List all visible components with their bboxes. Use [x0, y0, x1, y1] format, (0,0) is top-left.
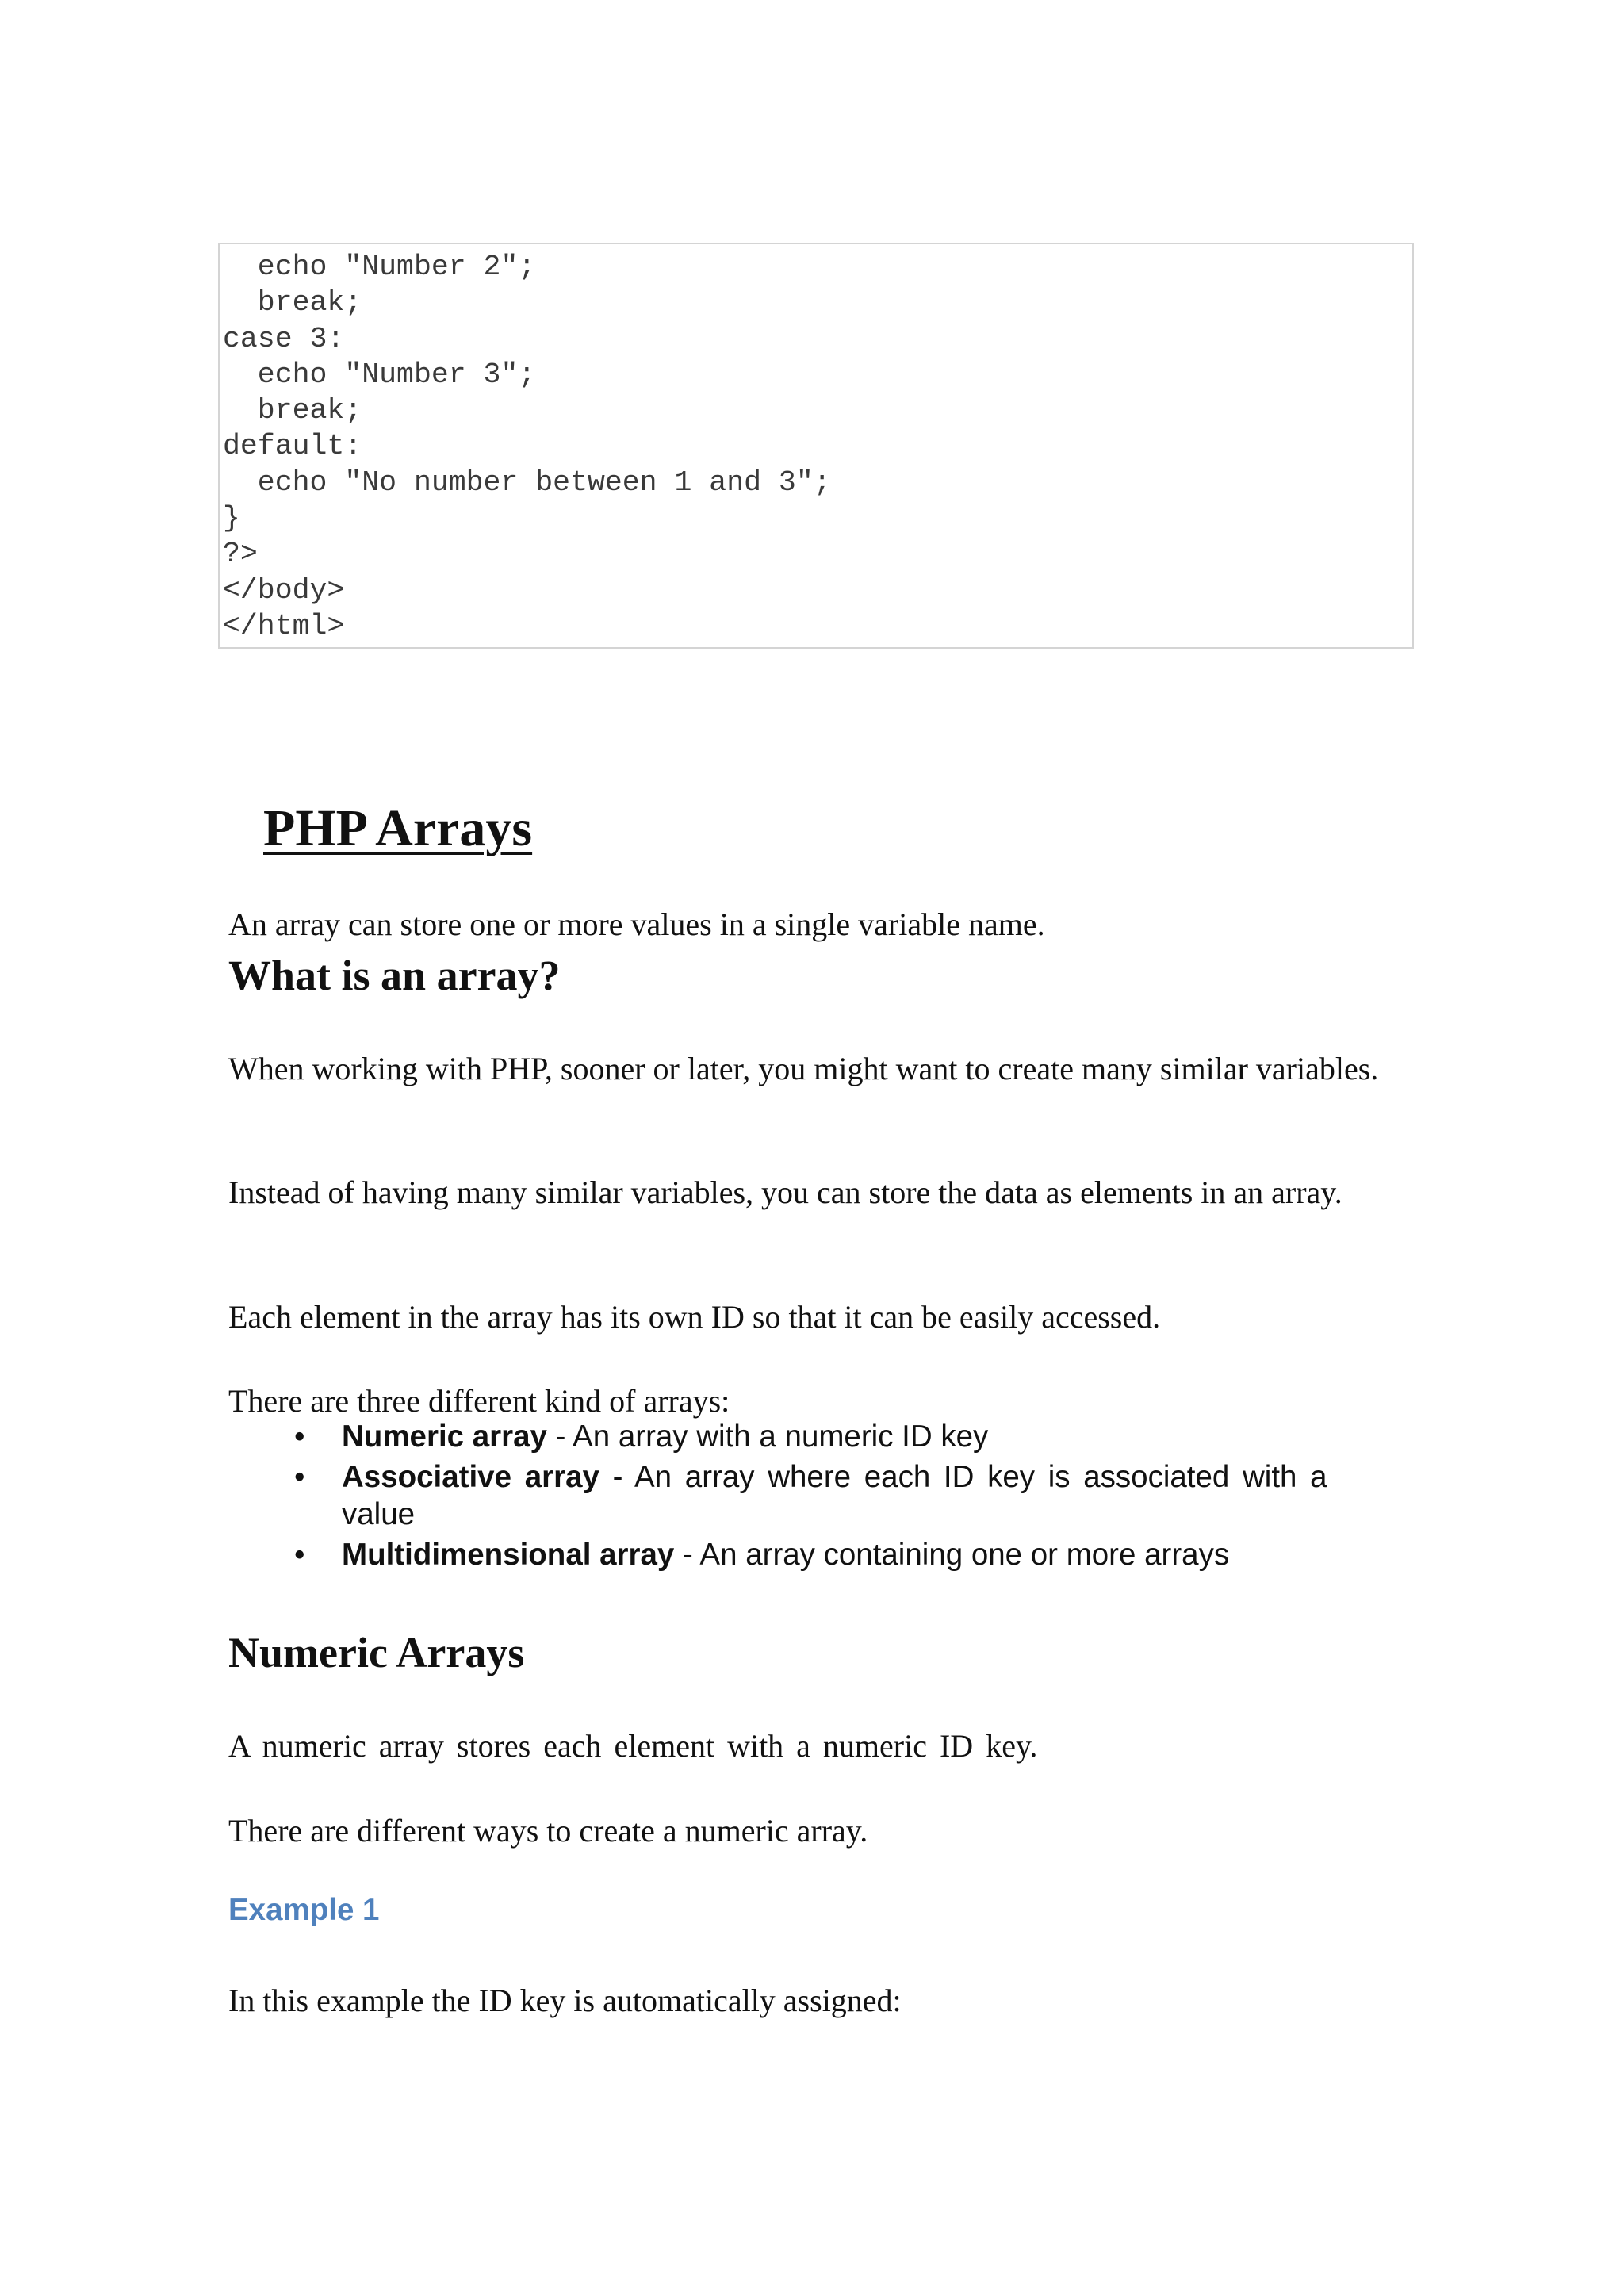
page-title: PHP Arrays: [263, 799, 533, 857]
list-item-desc: - An array with a numeric ID key: [546, 1420, 989, 1454]
code-line: default:: [223, 430, 362, 463]
list-item: [228, 1536, 1339, 1574]
code-line: </body>: [223, 573, 345, 607]
code-line: break;: [223, 286, 362, 320]
code-line: echo "No number between 1 and 3";: [223, 466, 831, 499]
example-1-intro: In this example the ID key is automatically assigned:: [228, 1983, 902, 2018]
list-item-term: Associative array: [342, 1459, 599, 1494]
code-line: echo "Number 3";: [223, 358, 536, 391]
example-1-label: Example 1: [228, 1893, 380, 1927]
numeric-arrays-heading: Numeric Arrays: [228, 1629, 525, 1676]
numeric-paragraph-1: A numeric array stores each element with a numeric ID key.: [228, 1728, 1038, 1764]
list-item-term: Multidimensional array: [342, 1537, 675, 1572]
list-item: [228, 1418, 1339, 1456]
code-line: case 3:: [223, 322, 345, 355]
what-paragraph-1: When working with PHP, sooner or later, you might want to create many similar variables.: [228, 1051, 1379, 1086]
list-item: [228, 1458, 1339, 1534]
list-item-desc: - An array where each ID key is associated with a value: [342, 1459, 1327, 1531]
what-is-array-heading: What is an array?: [228, 952, 561, 999]
what-paragraph-2: Instead of having many similar variables, you can store the data as elements in an array.: [228, 1174, 1342, 1210]
intro-paragraph: An array can store one or more values in a single variable name.: [228, 906, 1045, 942]
list-item-desc: - An array containing one or more arrays: [674, 1537, 1230, 1572]
array-kinds-list: [228, 1418, 1339, 1575]
code-line: </html>: [223, 609, 345, 642]
what-paragraph-3: Each element in the array has its own ID so that it can be easily accessed.: [228, 1299, 1161, 1335]
code-line: ?>: [223, 538, 258, 571]
code-line: }: [223, 502, 240, 535]
bullet-icon: •: [294, 1537, 305, 1572]
code-line: break;: [223, 394, 362, 427]
list-item-term: Numeric array: [342, 1420, 547, 1454]
numeric-paragraph-2: There are different ways to create a numeric array.: [228, 1813, 868, 1849]
code-block: [218, 243, 1414, 649]
code-line: echo "Number 2";: [223, 251, 536, 283]
what-paragraph-4: There are three different kind of arrays:: [228, 1383, 730, 1419]
bullet-icon: •: [294, 1459, 305, 1494]
bullet-icon: •: [294, 1420, 305, 1454]
